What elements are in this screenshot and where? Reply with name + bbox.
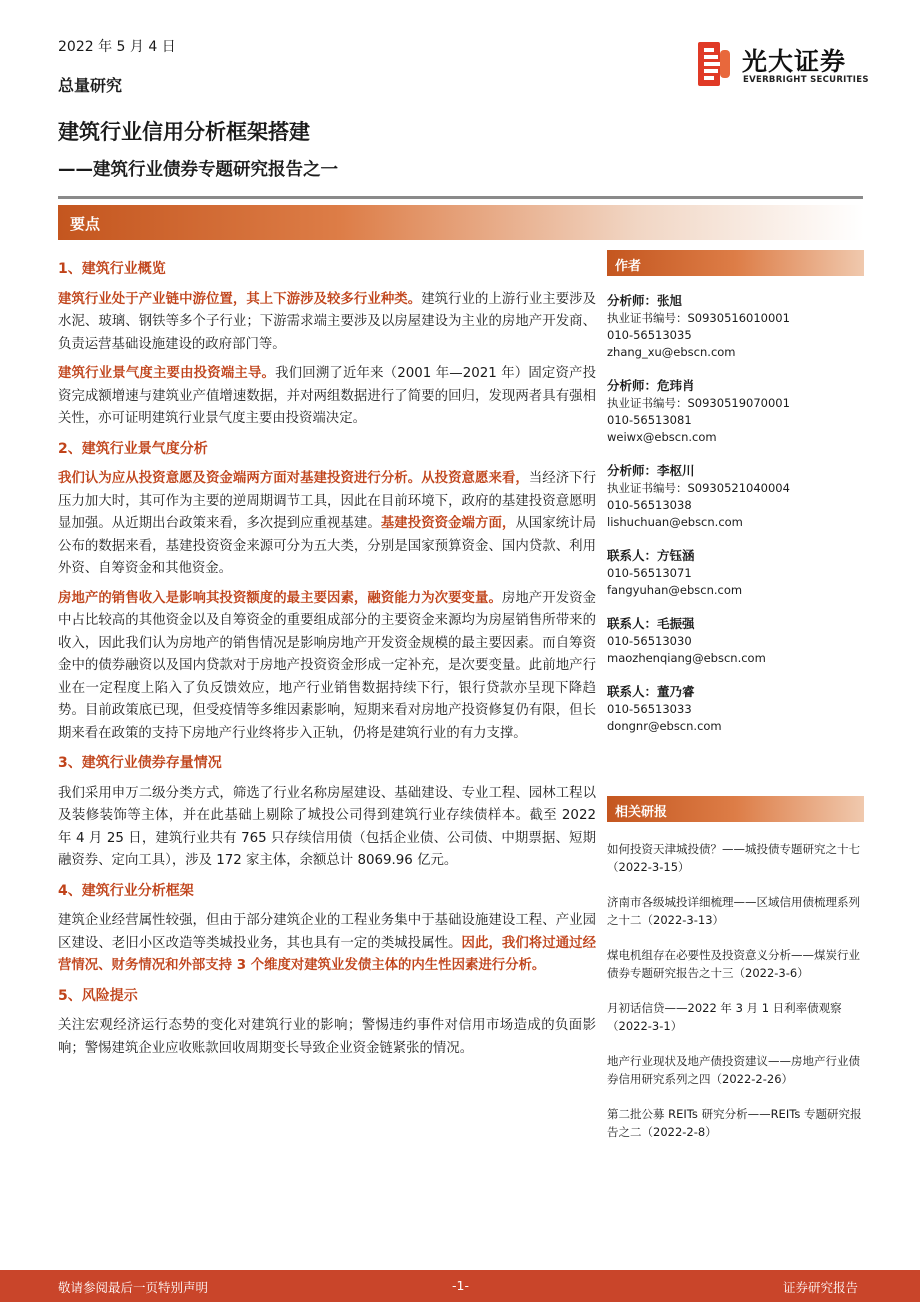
report-category: 总量研究 — [58, 76, 123, 95]
highlight-text: 基建投资资金端方面， — [380, 516, 516, 531]
contact-card — [607, 547, 864, 599]
author-phone: 010-56513038 — [607, 498, 692, 512]
footer-report-type: 证券研究报告 — [782, 1280, 858, 1295]
author-phone: 010-56513035 — [607, 328, 692, 342]
footer-disclaimer: 敬请参阅最后一页特别声明 — [58, 1280, 209, 1295]
section-prosperity — [58, 438, 596, 746]
body-text: 建筑行业的上游行业主要涉及水泥、玻璃、钢铁等多个子行业；下游需求端主要涉及以房屋建设为主业的房地产开发商、负责运营基础设施建设的政府部门等。 — [58, 291, 597, 352]
related-report-item[interactable]: 如何投资天津城投债？——城投债专题研究之十七（2022-3-15） — [607, 842, 860, 874]
contact-phone: 010-56513030 — [607, 634, 692, 648]
body-text: 当经济下行压力加大时，其可作为主要的逆周期调节工具，因此在目前环境下，政府的基建投资意愿明显加强。从近期出台政策来看，多次提到应重视基建。 — [58, 471, 597, 531]
everbright-logo-icon — [695, 40, 735, 88]
section-framework — [58, 880, 596, 978]
section-heading: 4、建筑行业分析框架 — [58, 882, 194, 899]
author-card — [607, 462, 864, 531]
main-content — [58, 258, 596, 1067]
company-logo — [695, 40, 869, 90]
paragraph — [58, 1015, 596, 1060]
author-cert: 执业证书编号：S0930521040004 — [607, 481, 790, 495]
keypoints-label: 要点 — [70, 215, 101, 233]
page-number: -1- — [452, 1278, 469, 1293]
related-report-item[interactable]: 地产行业现状及地产债投资建议——房地产行业债券信用研究系列之四（2022-2-26） — [607, 1054, 860, 1086]
related-report-item[interactable]: 煤电机组存在必要性及投资意义分析——煤炭行业债券专题研究报告之十三（2022-3-6） — [607, 948, 860, 980]
related-reports-header: 相关研报 — [607, 796, 864, 822]
contact-name: 联系人：董乃睿 — [607, 684, 695, 699]
paragraph — [58, 588, 596, 746]
author-phone: 010-56513081 — [607, 413, 692, 427]
section-risk — [58, 985, 596, 1061]
report-date: 2022 年 5 月 4 日 — [58, 39, 176, 55]
contact-email[interactable]: maozhenqiang@ebscn.com — [607, 651, 766, 665]
section-heading: 3、建筑行业债券存量情况 — [58, 755, 222, 771]
body-text: 我们采用申万二级分类方式，筛选了行业名称房屋建设、基础建设、专业工程、园林工程以及装修装饰等主体，并在此基础上剔除了城投公司得到建筑行业存续债样本。截至 2022 年 4 月 25 日，建筑行业共有 765 只存续信用债（包括企业债、公司债、中期票据、短期融资券、定向工具），涉及 172 家主体，余额总计 8069.96 亿元。 — [58, 785, 596, 868]
related-reports-panel — [607, 796, 864, 1158]
authors-header: 作者 — [607, 250, 864, 276]
related-reports-list — [607, 840, 864, 1141]
paragraph — [58, 783, 596, 873]
contact-phone: 010-56513033 — [607, 702, 692, 716]
contact-email[interactable]: dongnr@ebscn.com — [607, 719, 722, 733]
body-text: 我们回溯了近年来（2001 年—2021 年）固定资产投资完成额增速与建筑业产值增速数据，并对两组数据进行了简要的回归，发现两者具有强相关性，亦可证明建筑行业景气度主要由投资端决定。 — [58, 366, 597, 426]
highlight-text: 我们认为应从投资意愿及资金端两方面对基建投资进行分析。从投资意愿来看， — [58, 471, 529, 486]
paragraph — [58, 910, 596, 978]
contact-phone: 010-56513071 — [607, 566, 692, 580]
page-footer — [0, 1270, 920, 1302]
highlight-text: 房地产的销售收入是影响其投资额度的最主要因素，融资能力为次要变量。 — [58, 590, 502, 606]
paragraph — [58, 289, 596, 357]
contact-email[interactable]: fangyuhan@ebscn.com — [607, 583, 743, 597]
authors-panel — [607, 250, 864, 735]
logo-english-name: EVERBRIGHT SECURITIES — [743, 75, 869, 85]
section-overview — [58, 258, 596, 431]
body-text: 从国家统计局公布的数据来看，基建投资资金来源可分为五大类，分别是国家预算资金、国内贷款、利用外资、自筹资金和其他资金。 — [58, 516, 597, 576]
logo-chinese-name: 光大证券 — [742, 47, 847, 76]
section-heading: 1、建筑行业概览 — [58, 261, 166, 277]
paragraph — [58, 363, 596, 431]
highlight-text: 因此，我们将过通过经营情况、财务情况和外部支持 3 个维度对建筑业发债主体的内生性因素进行分析。 — [58, 935, 597, 973]
section-heading: 2、建筑行业景气度分析 — [58, 440, 208, 457]
author-cert: 执业证书编号：S0930516010001 — [607, 311, 790, 325]
title-divider — [58, 196, 863, 199]
author-email[interactable]: weiwx@ebscn.com — [607, 430, 717, 444]
report-subtitle: ——建筑行业债券专题研究报告之一 — [58, 160, 338, 180]
section-heading: 5、风险提示 — [58, 987, 138, 1004]
author-cert: 执业证书编号：S0930519070001 — [607, 396, 790, 410]
keypoints-banner — [58, 205, 864, 240]
body-text: 关注宏观经济运行态势的变化对建筑行业的影响；警惕违约事件对信用市场造成的负面影响；警惕建筑企业应收账款回收周期变长导致企业资金链紧张的情况。 — [58, 1018, 596, 1056]
author-card — [607, 377, 864, 446]
author-email[interactable]: zhang_xu@ebscn.com — [607, 345, 736, 359]
body-text: 建筑企业经营属性较强，但由于部分建筑企业的工程业务集中于基础设施建设工程、产业园区建设、老旧小区改造等类城投业务，其也具有一定的类城投属性。 — [58, 913, 596, 951]
highlight-text: 建筑行业景气度主要由投资端主导。 — [58, 366, 276, 381]
contact-name: 联系人：毛振强 — [607, 616, 695, 631]
author-email[interactable]: lishuchuan@ebscn.com — [607, 515, 743, 529]
contact-card — [607, 615, 864, 667]
author-name: 分析师：张旭 — [607, 293, 683, 308]
author-card — [607, 292, 864, 361]
related-report-item[interactable]: 济南市各级城投详细梳理——区域信用债梳理系列之十二（2022-3-13） — [607, 895, 860, 927]
contact-name: 联系人：方钰涵 — [607, 548, 695, 563]
report-title: 建筑行业信用分析框架搭建 — [58, 120, 310, 144]
body-text: 房地产开发资金中占比较高的其他资金以及自筹资金的重要组成部分的主要资金来源均为房屋销售所带来的收入，因此我们认为房地产的销售情况是影响房地产开发资金规模的最主要因素。而自筹资金中的债券融资以及国内贷款对于房地产投资资金形成一定补充，是次要变量。此前地产行业在一定程度上陷入了负反馈效应，地产行业销售数据持续下行，银行贷款亦呈现下降趋势。目前政策底已现，但受疫情等多维因素影响，短期来看对房地产投资修复仍有限，但长期来看在政策的支持下房地产行业终将步入正轨，仍将是建筑行业的有力支撑。 — [58, 590, 597, 741]
section-bond-stock — [58, 752, 596, 873]
contact-card — [607, 683, 864, 735]
author-name: 分析师：危玮肖 — [607, 378, 695, 393]
highlight-text: 建筑行业处于产业链中游位置，其上下游涉及较多行业种类。 — [58, 291, 422, 307]
related-report-item[interactable]: 月初话信贷——2022 年 3 月 1 日利率债观察（2022-3-1） — [607, 1001, 842, 1033]
paragraph — [58, 468, 596, 581]
related-report-item[interactable]: 第二批公募 REITs 研究分析——REITs 专题研究报告之二（2022-2-8） — [607, 1107, 862, 1139]
author-name: 分析师：李枢川 — [607, 463, 695, 478]
